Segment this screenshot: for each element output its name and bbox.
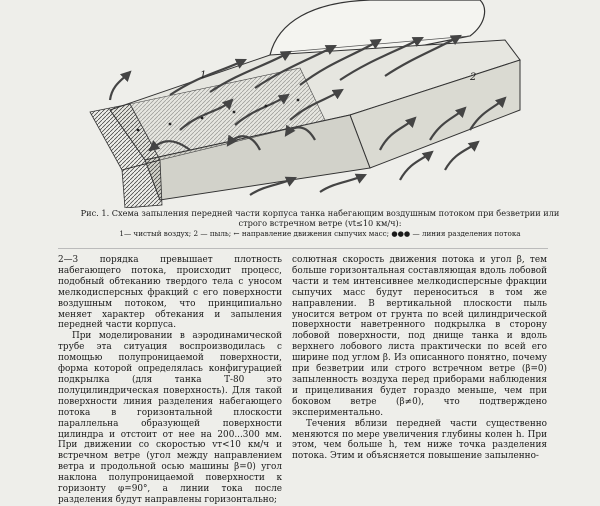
right-paragraph-2: Течения вблизи передней части существенно меняются по мере увеличения глубины колен h. При этом, чем больше h, тем ниже точка разделения потока. Этим и объясняется повышение запыленно-: [292, 418, 547, 462]
caption-legend: 1— чистый воздух; 2 — пыль; ← направление движения сыпучих масс; ●●● — линия разделения потока: [119, 229, 521, 238]
tank-dust-scheme-figure: [50, 0, 550, 208]
left-paragraph-2: При моделировании в аэродинамической трубе эта ситуация воспроизводилась с помощью полупроницаемой поверхности, форма которой определялась конфигурацией подкрылка (для танка Т-80 это полуцилиндрическая поверхность). Для такой поверхности линия разделения набегающего потока в горизонтальной плоскости параллельна образующей поверхности цилиндра и отстоит от нее на 200...300 мм. При движении со скоростью vт<10 км/ч и встречном ветре (угол между направлением ветра и продольной осью машины β=0) угол наклона полупроницаемой поверхности к горизонту φ=90°, а линии тока после разделения будут направлены горизонтально;: [58, 331, 282, 505]
caption-main: Рис. 1. Схема запыления передней части корпуса танка набегающим воздушным потоком при безветрии или строго встречном ветре (vt≤10 км/ч):: [80, 208, 560, 228]
figure-label-1: 1: [200, 70, 207, 81]
right-paragraph-1: солютная скорость движения потока и угол β, тем больше горизонтальная составляющая вдоль лобовой части и тем интенсивнее мелкодисперсные фракции сыпучих масс будут переноситься в том же направлении. В вертикальной плоскости пыль уносится ветром от грунта по всей цилиндрической поверхности наветренного подкрылка в сторону лобовой поверхности, под днище танка и вдоль верхнего лобового листа практически по всей его ширине под углом β. Из описанного понятно, почему при безветрии или строго встречном ветре (β=0) запыленность воздуха перед приборами наблюдения и прицеливания будет гораздо меньше, чем при боковом ветре (β≠0), что подтверждено экспериментально.: [292, 255, 547, 418]
figure-label-2: 2: [470, 72, 477, 83]
figure-caption: [70, 208, 570, 239]
caption-divider: [58, 248, 548, 249]
left-paragraph-1: 2—3 порядка превышает плотность набегающего потока, происходит процесс, подобный обтеканию твердого тела с уносом мелкодисперсных фракций с его поверхности воздушным потоком, что принципиально меняет характер обтекания и запыления передней части корпуса.: [58, 255, 282, 331]
right-text-column: [292, 255, 547, 462]
left-text-column: [58, 255, 282, 506]
